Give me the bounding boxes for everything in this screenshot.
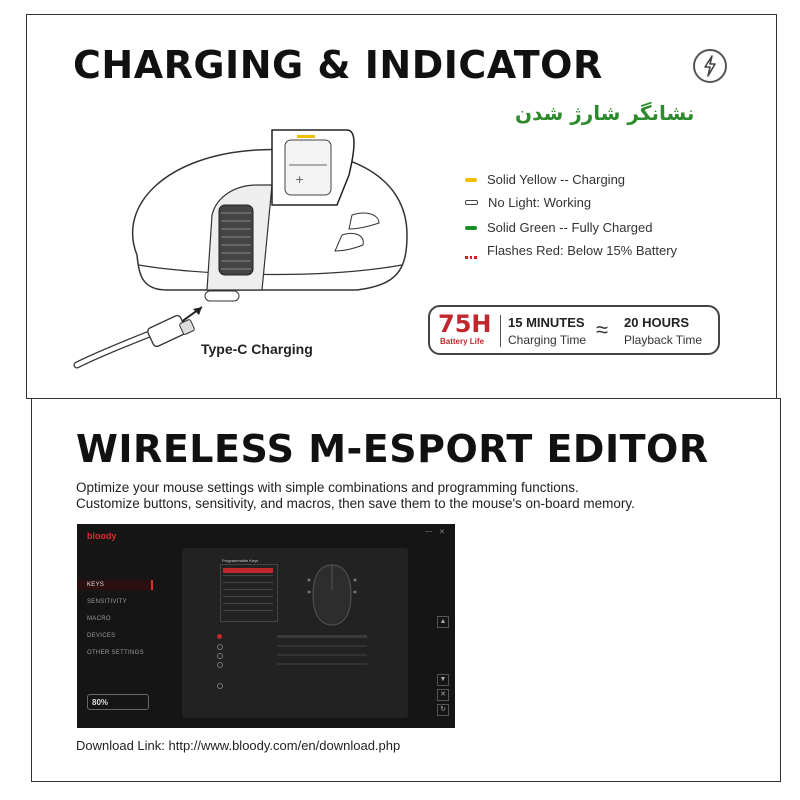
radio-option[interactable]	[217, 644, 223, 650]
slider-track[interactable]	[277, 663, 367, 665]
legend-label: Solid Green -- Fully Charged	[487, 220, 653, 235]
bloody-logo: bloody	[87, 531, 117, 541]
battery-hours-caption: Battery Life	[440, 337, 485, 346]
upload-icon[interactable]: ▲	[437, 616, 449, 628]
battery-spec-box	[428, 305, 720, 355]
approx-symbol: ≈	[596, 317, 609, 342]
legend-label: Flashes Red: Below 15% Battery	[487, 243, 678, 258]
battery-hours: 75H	[438, 310, 492, 338]
software-screenshot	[77, 524, 455, 728]
radio-selected[interactable]	[217, 634, 222, 639]
lightning-bolt-icon	[693, 49, 727, 83]
slider-track[interactable]	[277, 645, 367, 647]
download-icon[interactable]: ▼	[437, 674, 449, 686]
yellow-led-icon	[465, 178, 477, 182]
green-led-icon	[465, 226, 477, 230]
panel-title: Programmable Keys	[222, 558, 259, 563]
editor-description: Optimize your mouse settings with simple combinations and programming functions. Customize buttons, sensitivity, and macros, then save them to the mouse's on-board memory.	[76, 480, 635, 511]
charging-panel	[26, 14, 777, 399]
keys-panel	[182, 548, 408, 718]
svg-text:+: +	[295, 173, 305, 186]
delete-icon[interactable]: ✕	[437, 689, 449, 701]
radio-option[interactable]	[217, 662, 223, 668]
slider-track[interactable]	[277, 654, 367, 656]
charging-time-label: Charging Time	[508, 333, 587, 347]
menu-item-macro[interactable]: MACRO	[87, 616, 111, 622]
legend-item-charged	[465, 220, 652, 235]
menu-item-sensitivity[interactable]: SENSITIVITY	[87, 599, 127, 605]
menu-item-keys[interactable]: KEYS	[87, 582, 105, 588]
persian-subtitle: نشانگر شارژ شدن	[515, 101, 695, 125]
download-link[interactable]: Download Link: http://www.bloody.com/en/download.php	[76, 738, 401, 753]
playback-time-value: 20 HOURS	[624, 315, 690, 330]
type-c-caption: Type-C Charging	[201, 341, 313, 357]
battery-indicator: 80%	[87, 694, 149, 710]
charging-title: CHARGING & INDICATOR	[73, 43, 603, 87]
editor-panel	[31, 398, 781, 782]
radio-option[interactable]	[217, 653, 223, 659]
no-light-icon	[465, 200, 478, 205]
red-flash-icon	[465, 249, 477, 253]
menu-item-other-settings[interactable]: OTHER SETTINGS	[87, 650, 144, 656]
charging-time-value: 15 MINUTES	[508, 315, 585, 330]
divider	[500, 315, 501, 347]
editor-title: WIRELESS M-ESPORT EDITOR	[76, 427, 709, 471]
close-icon[interactable]: ✕	[439, 529, 445, 536]
minimize-icon[interactable]: —	[425, 528, 432, 535]
legend-item-low-battery	[465, 243, 677, 258]
legend-label: Solid Yellow -- Charging	[487, 172, 626, 187]
mouse-diagram	[307, 560, 357, 630]
legend-item-charging	[465, 172, 625, 187]
playback-time-label: Playback Time	[624, 333, 703, 347]
legend-item-working	[465, 195, 591, 210]
radio-option[interactable]	[217, 683, 223, 689]
refresh-icon[interactable]: ↻	[437, 704, 449, 716]
key-list[interactable]	[220, 564, 278, 622]
menu-item-devices[interactable]: DEVICES	[87, 633, 116, 639]
slider-track[interactable]	[277, 635, 367, 638]
legend-label: No Light: Working	[488, 195, 592, 210]
